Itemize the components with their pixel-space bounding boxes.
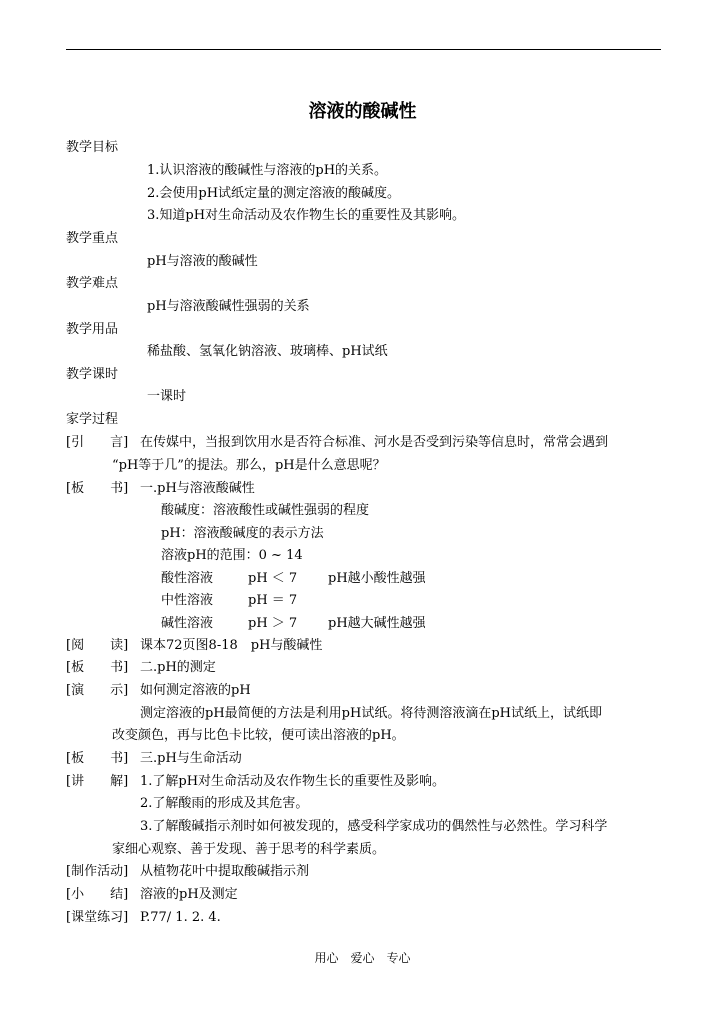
- lecture-item: 3.了解酸碱指示剂时如何被发现的，感受科学家成功的偶然性与必然性。学习科学: [140, 819, 608, 834]
- intro-tag: [引 言]: [66, 435, 129, 450]
- summary-tag: [小 结]: [66, 887, 129, 902]
- hours-text: 一课时: [147, 389, 187, 404]
- ph-table-cond: pH ＝ 7: [248, 593, 298, 608]
- ph-table-note: pH越小酸性越强: [328, 571, 426, 586]
- board-heading: 二.pH的测定: [140, 660, 216, 675]
- intro-text-continued: “pH等于几”的提法。那么，pH是什么意思呢？: [112, 458, 386, 473]
- board-tag: [板 书]: [66, 660, 129, 675]
- goal-item: 1.认识溶液的酸碱性与溶液的pH的关系。: [147, 163, 388, 178]
- board-heading: 一.pH与溶液酸碱性: [140, 481, 255, 496]
- section-label-hours: 教学课时: [66, 367, 119, 382]
- board-tag: [板 书]: [66, 481, 129, 496]
- definition-ph: pH：溶液酸碱度的表示方法: [161, 526, 324, 541]
- section-label-difficulties: 教学难点: [66, 276, 119, 291]
- intro-text: 在传媒中，当报到饮用水是否符合标准、河水是否受到污染等信息时，常常会遇到: [140, 435, 609, 450]
- board-heading: 三.pH与生命活动: [140, 751, 242, 766]
- read-text: 课本72页图8-18 pH与酸碱性: [140, 638, 323, 653]
- lecture-item: 2.了解酸雨的形成及其危害。: [140, 796, 309, 811]
- materials-text: 稀盐酸、氢氧化钠溶液、玻璃棒、pH试纸: [147, 344, 388, 359]
- section-label-goals: 教学目标: [66, 140, 119, 155]
- section-label-key-points: 教学重点: [66, 231, 119, 246]
- section-label-materials: 教学用品: [66, 322, 119, 337]
- demo-text: 如何测定溶液的pH: [140, 683, 251, 698]
- demo-paragraph-continued: 改变颜色，再与比色卡比较，便可读出溶液的pH。: [112, 728, 405, 743]
- difficulties-text: pH与溶液酸碱性强弱的关系: [147, 299, 310, 314]
- exercise-tag: [课堂练习]: [66, 910, 129, 925]
- goal-item: 2.会使用pH试纸定量的测定溶液的酸碱度。: [147, 186, 401, 201]
- goal-item: 3.知道pH对生命活动及农作物生长的重要性及其影响。: [147, 208, 466, 223]
- read-tag: [阅 读]: [66, 638, 129, 653]
- ph-table-name: 酸性溶液: [161, 571, 214, 586]
- lecture-tag: [讲 解]: [66, 774, 129, 789]
- ph-table-name: 中性溶液: [161, 593, 214, 608]
- exercise-text: P.77/ 1. 2. 4.: [140, 910, 221, 925]
- demo-tag: [演 示]: [66, 683, 129, 698]
- definition-acidity: 酸碱度：溶液酸性或碱性强弱的程度: [161, 503, 370, 518]
- activity-tag: [制作活动]: [66, 864, 129, 879]
- ph-table-note: pH越大碱性越强: [328, 616, 426, 631]
- lecture-item: 1.了解pH对生命活动及农作物生长的重要性及影响。: [140, 774, 446, 789]
- ph-table-cond: pH ＞ 7: [248, 616, 298, 631]
- activity-text: 从植物花叶中提取酸碱指示剂: [140, 864, 310, 879]
- key-points-text: pH与溶液的酸碱性: [147, 254, 258, 269]
- page-footer: 用心 爱心 专心: [314, 951, 411, 965]
- page-title: 溶液的酸碱性: [308, 101, 417, 122]
- summary-text: 溶液的pH及测定: [140, 887, 238, 902]
- ph-table-name: 碱性溶液: [161, 616, 214, 631]
- board-tag: [板 书]: [66, 751, 129, 766]
- section-label-process: 家学过程: [66, 412, 119, 427]
- demo-paragraph: 测定溶液的pH最简便的方法是利用pH试纸。将待测溶液滴在pH试纸上，试纸即: [140, 706, 602, 721]
- lecture-item-continued: 家细心观察、善于发现、善于思考的科学素质。: [112, 842, 386, 857]
- header-rule: [66, 49, 661, 50]
- ph-range: 溶液pH的范围：0 ~ 14: [161, 548, 303, 563]
- ph-table-cond: pH ＜ 7: [248, 571, 298, 586]
